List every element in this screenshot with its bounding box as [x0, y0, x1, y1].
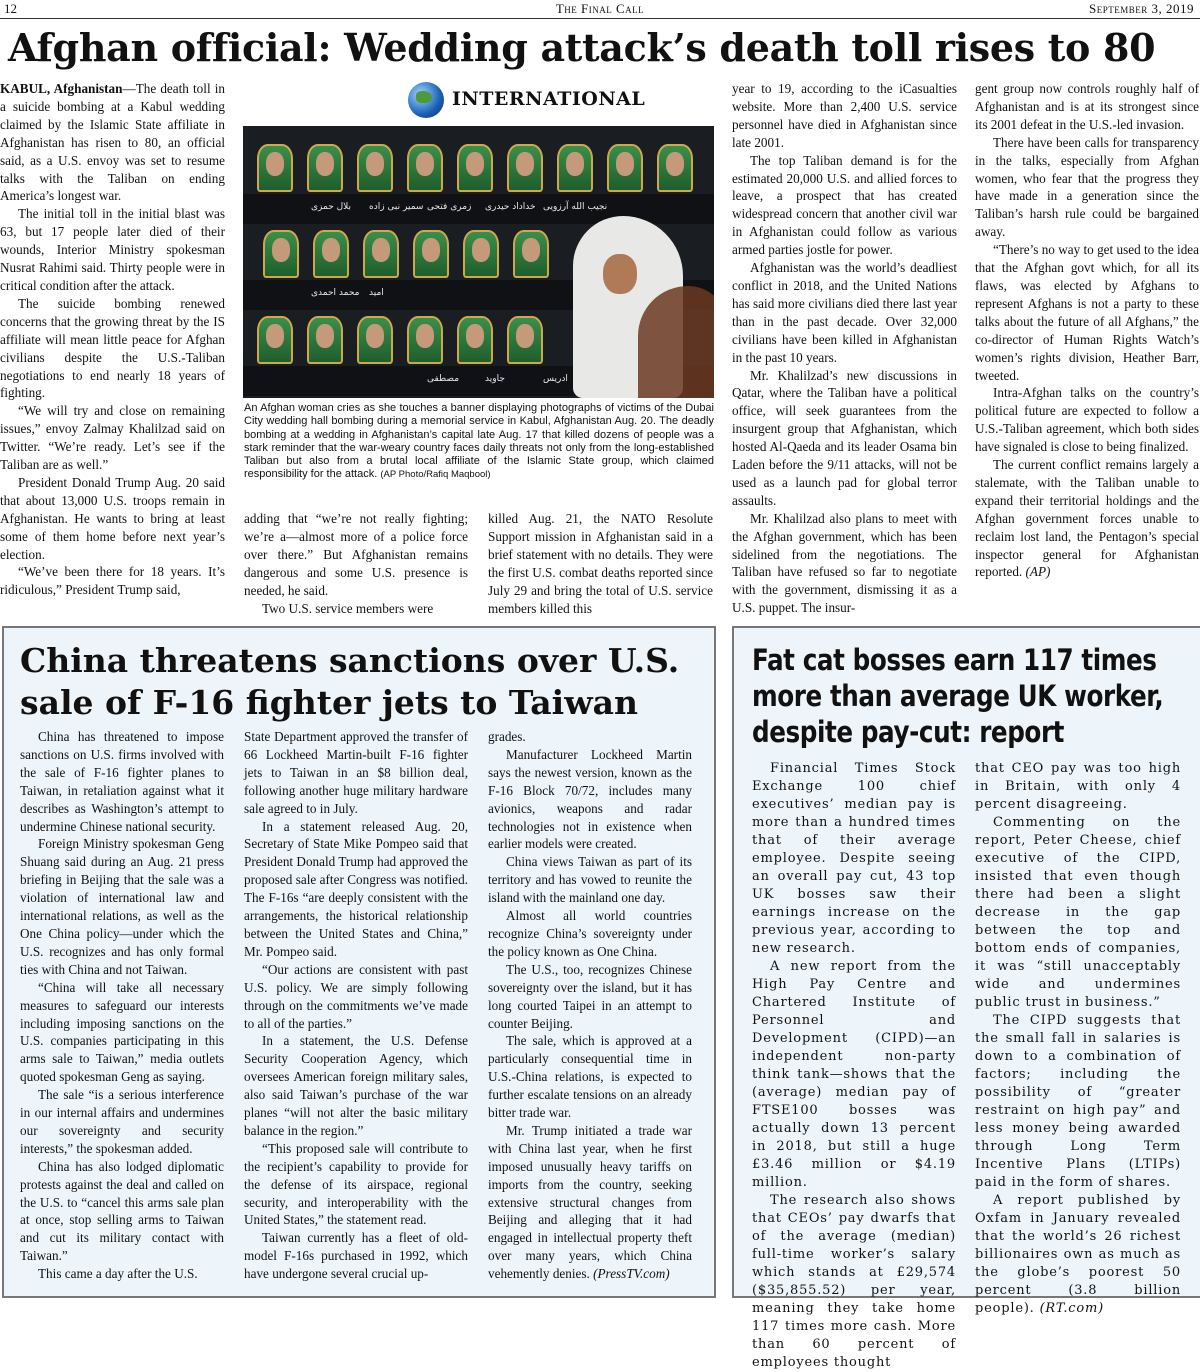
banner-name-label: نجیب الله آرزویی: [543, 202, 608, 212]
victim-portrait: [507, 316, 543, 364]
section-label: [408, 82, 646, 118]
victim-portrait: [307, 144, 343, 192]
china-column-3: grades. Manufacturer Lockheed Martin says the newest version, known as the F-16 Block 70/72, includes many avionics, weapons and radar technologies not in existence when earlier models were created. China views Taiwan as part of its territory and has vowed to reunite the island with the mainland one day. Almost all world countries recognize China’s sovereignty under the policy known as One China. The U.S., too, recognizes Chinese sovereignty over the island, but it has long courted Taipei in an attempt to counter Beijing. The sale, which is approved at a particularly consequential time in U.S.-China relations, is expected to further escalate tensions on an already bitter trade war. Mr. Trump initiated a trade war with China last year, when he first imposed unusually heavy tariffs on imports from the country, seeking extensive structural changes from Beijing and alleging that it had engaged in intellectual property theft over many years, which China vehemently denies. (PressTV.com): [488, 729, 692, 1282]
foreground-figure: [638, 286, 714, 398]
victim-portrait: [457, 316, 493, 364]
china-column-2: State Department approved the transfer of 66 Lockheed Martin-built F-16 fighter jets to Taiwan in an $8 billion deal, following another huge military hardware sale agreed to in July. In a statement released Aug. 20, Secretary of State Mike Pompeo said that President Donald Trump had approved the proposed sale after Congress was notified. The F-16s “are deeply consistent with the arrangements, the historical relationship between the United States and China,” Mr. Pompeo said. “Our actions are consistent with past U.S. policy. We are simply following through on the commitments we’ve made to all of the parties.” In a statement, the U.S. Defense Security Cooperation Agency, which oversees American foreign military sales, also said Taiwan’s purchase of the war planes “will not alter the basic military balance in the region.” “This proposed sale will contribute to the recipient’s capability to provide for the defense of its airspace, regional security, and interoperability with the United States,” the statement read. Taiwan currently has a fleet of old-model F-16s purchased in 1992, which have undergone several crucial up-: [244, 729, 468, 1282]
banner-name-label: جاوید: [485, 374, 505, 384]
banner-name-label: بلال حمزی: [311, 202, 352, 212]
victim-portrait: [257, 144, 293, 192]
page-header: [0, 0, 1200, 18]
victim-portrait: [257, 316, 293, 364]
main-column-4: year to 19, according to the iCasualties website. More than 2,400 U.S. service personnel have died in Afghanistan since late 2001. The top Taliban demand is for the estimated 20,000 U.S. and allied forces to leave, a prospect that has created widespread concern that another civil war in Afghanistan could follow as various armed parties jostle for power. Afghanistan was the world’s deadliest conflict in 2018, and the United Nations has said more civilians died there last year than in the past decade. Over 32,000 civilians have been killed in Afghanistan in the past 10 years. Mr. Khalilzad’s new discussions in Qatar, where the Taliban have a political office, will seek guarantees from the insurgent group that Afghanistan, which hosted Al-Qaeda and its leader Osama bin Laden before the 9/11 attacks, will not be used as a launch pad for global terror assaults. Mr. Khalilzad also plans to meet with the Afghan government, which has been sidelined from the negotiations. The Taliban have refused so far to negotiate with the government, dismissing it as a U.S. puppet. The insur-: [732, 81, 957, 616]
source-tag: (RT.com): [1039, 1301, 1104, 1316]
banner-name-label: سمیر نبی زاده: [369, 202, 424, 212]
dateline: KABUL, Afghanistan: [0, 81, 123, 96]
main-headline: Afghan official: Wedding attack’s death toll rises to 80: [8, 25, 1156, 70]
source-tag: (PressTV.com): [593, 1266, 670, 1282]
banner-name-label: زمری فتحی: [427, 202, 472, 212]
fatcat-column-1: Financial Times Stock Exchange 100 chief executives’ median pay is more than a hundred times that of their average employee. Despite seeing an overall pay cut, 43 top UK bosses saw their earnings increase on the previous year, according to new research. A new report from the High Pay Centre and Chartered Institute of Personnel and Development (CIPD)—an independent non-party think tank—shows that the (average) median pay of FTSE100 bosses was actually down 13 percent in 2018, but still a huge £3.46 million or $4.19 million. The research also shows that CEOs’ pay dwarfs that of the average (median) full-time worker’s salary which stands at £29,574 ($35,855.52) per year, meaning they take home 117 times more cash. More than 60 percent of employees thought: [752, 761, 956, 1370]
globe-icon: [408, 82, 444, 118]
main-column-5: gent group now controls roughly half of Afghanistan and is at its strongest since its 2001 defeat in the U.S.-led invasion. There have been calls for transparency in the talks, especially from Afghan women, who fear that the progress they have made in a generation since the Taliban’s harsh rule could be bargained away. “There’s no way to get used to the idea that the Afghan govt which, for all its flaws, was elected by Afghans to represent Afghans is not a party to these talks about the future of all Afghans,” the co-director of Human Rights Watch’s women’s rights division, Heather Barr, tweeted. Intra-Afghan talks on the country’s political future are expected to follow a U.S.-Taliban agreement, which both sides have signaled is close to being finalized. The current conflict remains largely a stalemate, with the Taliban unable to expand their territorial holdings and the Afghan government forces unable to reclaim lost land, the Pentagon’s special inspector general for Afghanistan reported. (AP): [975, 81, 1199, 580]
memorial-photo: [243, 126, 714, 398]
victim-portrait: [607, 144, 643, 192]
victim-portrait: [357, 316, 393, 364]
section-label-text: INTERNATIONAL: [452, 88, 646, 110]
banner-name-label: امید: [369, 288, 384, 298]
banner-name-label: محمد احمدی: [311, 288, 360, 298]
victim-portrait: [313, 230, 349, 278]
page-number: 12: [4, 1, 17, 16]
victim-portrait: [363, 230, 399, 278]
victim-portrait: [457, 144, 493, 192]
victim-portrait: [263, 230, 299, 278]
victim-portrait: [307, 316, 343, 364]
banner-name-label: ادریس: [543, 374, 568, 384]
issue-date: September 3, 2019: [1089, 1, 1194, 16]
main-column-2: adding that “we’re not really fighting; we’re a—almost more of a police force over there.” But Afghanistan remains dangerous and some U.S. presence is needed, he said. Two U.S. service members were: [244, 511, 468, 616]
victim-portrait: [357, 144, 393, 192]
fatcat-headline: Fat cat bosses earn 117 times more than average UK worker, despite pay-cut: report: [752, 643, 1164, 749]
victim-portrait: [557, 144, 593, 192]
publication-name: The Final Call: [555, 1, 645, 16]
main-column-3: killed Aug. 21, the NATO Resolute Support mission in Afghanistan said in a brief statement with no details. They were the first U.S. combat deaths reported since July 29 and bring the total of U.S. service members killed this: [488, 511, 713, 616]
header-rule: [0, 18, 1200, 19]
victim-portrait: [407, 316, 443, 364]
victim-portrait: [413, 230, 449, 278]
source-tag: (AP): [1025, 564, 1051, 580]
photo-credit: (AP Photo/Rafiq Maqbool): [380, 469, 491, 481]
victim-portrait: [463, 230, 499, 278]
photo-caption: An Afghan woman cries as she touches a banner displaying photographs of victims of the Dubai City wedding hall bombing during a memorial service in Kabul, Afghanistan Aug. 20. The deadly bombing at a wedding in Afghanistan’s capital late Aug. 17 that killed dozens of people was a stark reminder that the war-weary country faces daily threats not only from the long-established Taliban but also from a brutal local affiliate of the Islamic State group, which claimed responsibility for the attack. (AP Photo/Rafiq Maqbool): [244, 402, 714, 481]
china-column-1: China has threatened to impose sanctions on U.S. firms involved with the sale of F-16 fighter planes to Taiwan, in retaliation against what it describes as Washington’s attempt to undermine Chinese national security. Foreign Ministry spokesman Geng Shuang said during an Aug. 21 press briefing in Beijing that the sale was a violation of international law and international relations, as well as the One China policy—under which the U.S. recognizes and has only formal ties with China and not Taiwan. “China will take all necessary measures to safeguard our interests including imposing sanctions on the U.S. companies participating in this arms sale to Taiwan,” media outlets quoted spokesman Geng as saying. The sale “is a serious interference in our internal affairs and undermines our sovereignty and security interests,” the spokesman added. China has also lodged diplomatic protests against the deal and called on the U.S. to “cancel this arms sale plan at once, stop selling arms to Taiwan and cut its military contact with Taiwan.” This came a day after the U.S.: [20, 729, 224, 1282]
main-column-1: KABUL, Afghanistan—The death toll in a suicide bombing at a Kabul wedding claimed by the Islamic State affiliate in Afghanistan has risen to 80, an official said, as a U.S. envoy was set to resume talks with the Taliban on ending America’s longest war. The initial toll in the initial blast was 63, but 17 people later died of their wounds, Interior Ministry spokesman Nusrat Rahimi said. Thirty people were in critical condition after the attack. The suicide bombing renewed concerns that the growing threat by the IS affiliate will mean little peace for Afghan civilians despite the U.S.-Taliban negotiations to end nearly 18 years of fighting. “We will try and close on remaining issues,” envoy Zalmay Khalilzad said on Twitter. “We’re ready. Let’s see if the Taliban are as well.” President Donald Trump Aug. 20 said that about 13,000 U.S. troops remain in Afghanistan. He wants to bring at least some of them home before next year’s election. “We’ve been there for 18 years. It’s ridiculous,” President Trump said,: [0, 81, 226, 598]
fatcat-column-2: that CEO pay was too high in Britain, with only 4 percent disagreeing. Commenting on the report, Peter Cheese, chief executive of the CIPD, insisted that even though there had been a slight decrease in the gap between the top and bottom ends of companies, it was “still unacceptably wide and undermines public trust in business.” The CIPD suggests that the small fall in salaries is down to a combination of factors; including the possibility of “greater restraint on high pay” and less money being awarded through Long Term Incentive Plans (LTIPs) paid in the form of shares. A report published by Oxfam in January revealed that the world’s 26 richest billionaires own as much as the globe’s poorest 50 percent (3.8 billion people). (RT.com): [975, 761, 1181, 1316]
banner-name-label: مصطفی: [427, 374, 460, 384]
victim-portrait: [657, 144, 693, 192]
victim-portrait: [513, 230, 549, 278]
banner-name-label: خداداد حیدری: [485, 202, 536, 212]
victim-portrait: [507, 144, 543, 192]
victim-portrait: [407, 144, 443, 192]
china-headline: China threatens sanctions over U.S. sale of F-16 fighter jets to Taiwan: [20, 641, 680, 722]
